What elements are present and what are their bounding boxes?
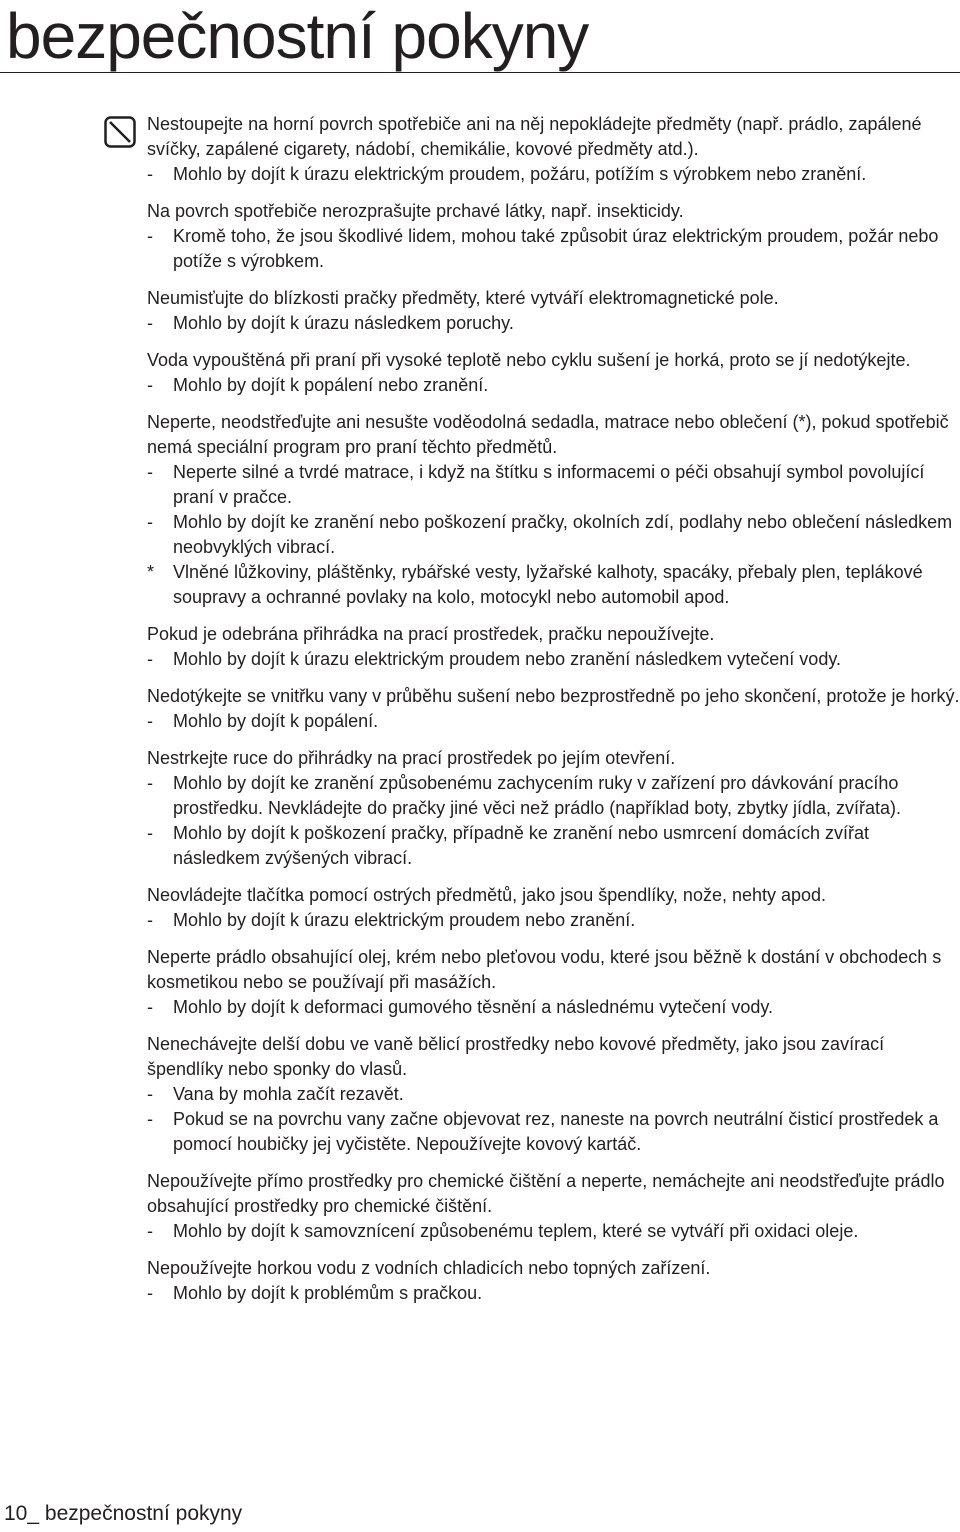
list-marker: - xyxy=(147,823,153,843)
instruction-text: Nepoužívejte horkou vodu z vodních chladicích nebo topných zařízení. xyxy=(147,1258,711,1278)
title-divider xyxy=(0,72,960,73)
list-marker: - xyxy=(147,997,153,1017)
list-marker: - xyxy=(147,1283,153,1303)
instruction-block xyxy=(147,199,960,274)
list-marker: * xyxy=(147,562,155,582)
consequence-item xyxy=(147,709,960,734)
consequence-text: Vana by mohla začít rezavět. xyxy=(173,1084,404,1104)
list-marker: - xyxy=(147,313,153,333)
instruction-block xyxy=(147,622,960,672)
instruction-text: Pokud je odebrána přihrádka na prací prostředek, pračku nepoužívejte. xyxy=(147,624,715,644)
instruction-block xyxy=(147,286,960,336)
list-marker: - xyxy=(147,773,153,793)
list-marker: - xyxy=(147,512,153,532)
instruction-block xyxy=(147,348,960,398)
consequence-item xyxy=(147,821,960,871)
consequence-text: Mohlo by dojít k popálení nebo zranění. xyxy=(173,375,489,395)
instruction-text: Nepoužívejte přímo prostředky pro chemické čištění a neperte, nemáchejte ani neodstřeďujte prádlo obsahující prostředky pro chemické čištění. xyxy=(147,1171,945,1216)
instruction-block xyxy=(147,684,960,734)
list-marker: - xyxy=(147,1084,153,1104)
consequence-item xyxy=(147,460,960,510)
consequence-item xyxy=(147,908,960,933)
consequence-item xyxy=(147,1219,960,1244)
instruction-text: Nedotýkejte se vnitřku vany v průběhu sušení nebo bezprostředně po jeho skončení, protože je horký. xyxy=(147,686,960,706)
list-marker: - xyxy=(147,649,153,669)
list-marker: - xyxy=(147,375,153,395)
list-marker: - xyxy=(147,1221,153,1241)
page-title: bezpečnostní pokyny xyxy=(6,0,589,72)
consequence-item xyxy=(147,1082,960,1107)
list-marker: - xyxy=(147,1109,153,1129)
footer-label: bezpečnostní pokyny xyxy=(44,1502,243,1525)
list-marker: - xyxy=(147,164,153,184)
instruction-text: Nestrkejte ruce do přihrádky na prací prostředek po jejím otevření. xyxy=(147,748,676,768)
list-marker: - xyxy=(147,711,153,731)
safety-instructions xyxy=(147,112,960,1318)
consequence-item xyxy=(147,1281,960,1306)
list-marker: - xyxy=(147,226,153,246)
consequence-text: Mohlo by dojít k samovznícení způsobenému teplem, které se vytváří při oxidaci oleje. xyxy=(173,1221,859,1241)
consequence-text: Mohlo by dojít k popálení. xyxy=(173,711,379,731)
instruction-block xyxy=(147,746,960,871)
consequence-text: Pokud se na povrchu vany začne objevovat rez, naneste na povrch neutrální čisticí prostředek a pomocí houbičky jej vyčistěte. Nepoužívejte kovový kartáč. xyxy=(173,1109,939,1154)
consequence-text: Kromě toho, že jsou škodlivé lidem, mohou také způsobit úraz elektrickým proudem, požár nebo potíže s výrobkem. xyxy=(173,226,939,271)
instruction-block xyxy=(147,112,960,187)
consequence-text: Mohlo by dojít k poškození pračky, případně ke zranění nebo usmrcení domácích zvířat následkem zvýšených vibrací. xyxy=(173,823,870,868)
consequence-text: Vlněné lůžkoviny, pláštěnky, rybářské vesty, lyžařské kalhoty, spacáky, přebaly plen, teplákové soupravy a ochranné povlaky na kolo, motocykl nebo automobil apod. xyxy=(173,562,923,607)
consequence-item xyxy=(147,995,960,1020)
instruction-block xyxy=(147,883,960,933)
consequence-text: Mohlo by dojít k problémům s pračkou. xyxy=(173,1283,483,1303)
consequence-text: Mohlo by dojít k deformaci gumového těsnění a následnému vytečení vody. xyxy=(173,997,774,1017)
consequence-item xyxy=(147,647,960,672)
consequence-text: Mohlo by dojít ke zranění způsobenému zachycením ruky v zařízení pro dávkování pracího prostředku. Nevkládejte do pračky jiné věci než prádlo (například boty, zbytky jídla, zvířata). xyxy=(173,773,902,818)
instruction-text: Neumisťujte do blízkosti pračky předměty, které vytváří elektromagnetické pole. xyxy=(147,288,779,308)
instruction-text: Neovládejte tlačítka pomocí ostrých předmětů, jako jsou špendlíky, nože, nehty apod. xyxy=(147,885,827,905)
page-footer xyxy=(4,1500,242,1528)
consequence-text: Mohlo by dojít k úrazu elektrickým proudem, požáru, potížím s výrobkem nebo zranění. xyxy=(173,164,867,184)
consequence-text: Neperte silné a tvrdé matrace, i když na štítku s informacemi o péči obsahují symbol povolující praní v pračce. xyxy=(173,462,925,507)
consequence-text: Mohlo by dojít k úrazu elektrickým proudem nebo zranění následkem vytečení vody. xyxy=(173,649,841,669)
instruction-block xyxy=(147,1256,960,1306)
consequence-item xyxy=(147,1107,960,1157)
instruction-text: Neperte prádlo obsahující olej, krém nebo pleťovou vodu, které jsou běžně k dostání v obchodech s kosmetikou nebo se používají při masážích. xyxy=(147,947,942,992)
page-number: 10_ xyxy=(4,1502,40,1525)
instruction-text: Nestoupejte na horní povrch spotřebiče ani na něj nepokládejte předměty (např. prádlo, zapálené svíčky, zapálené cigarety, nádobí, chemikálie, kovové předměty atd.). xyxy=(147,114,922,159)
list-marker: - xyxy=(147,910,153,930)
instruction-text: Voda vypouštěná při praní při vysoké teplotě nebo cyklu sušení je horká, proto se jí nedotýkejte. xyxy=(147,350,911,370)
consequence-text: Mohlo by dojít k úrazu následkem poruchy. xyxy=(173,313,514,333)
consequence-text: Mohlo by dojít k úrazu elektrickým proudem nebo zranění. xyxy=(173,910,636,930)
consequence-item xyxy=(147,311,960,336)
consequence-item xyxy=(147,373,960,398)
instruction-text: Neperte, neodstřeďujte ani nesušte voděodolná sedadla, matrace nebo oblečení (*), pokud spotřebič nemá speciální program pro praní těchto předmětů. xyxy=(147,412,949,457)
instruction-block xyxy=(147,1169,960,1244)
instruction-text: Nenechávejte delší dobu ve vaně bělicí prostředky nebo kovové předměty, jako jsou zavírací špendlíky nebo sponky do vlasů. xyxy=(147,1034,885,1079)
consequence-item xyxy=(147,162,960,187)
consequence-item xyxy=(147,560,960,610)
instruction-text: Na povrch spotřebiče nerozprašujte prchavé látky, např. insekticidy. xyxy=(147,201,684,221)
consequence-item xyxy=(147,224,960,274)
instruction-block xyxy=(147,945,960,1020)
consequence-item xyxy=(147,510,960,560)
instruction-block xyxy=(147,410,960,610)
consequence-text: Mohlo by dojít ke zranění nebo poškození pračky, okolních zdí, podlahy nebo oblečení následkem neobvyklých vibrací. xyxy=(173,512,953,557)
instruction-block xyxy=(147,1032,960,1157)
list-marker: - xyxy=(147,462,153,482)
consequence-item xyxy=(147,771,960,821)
prohibition-icon xyxy=(104,116,136,148)
